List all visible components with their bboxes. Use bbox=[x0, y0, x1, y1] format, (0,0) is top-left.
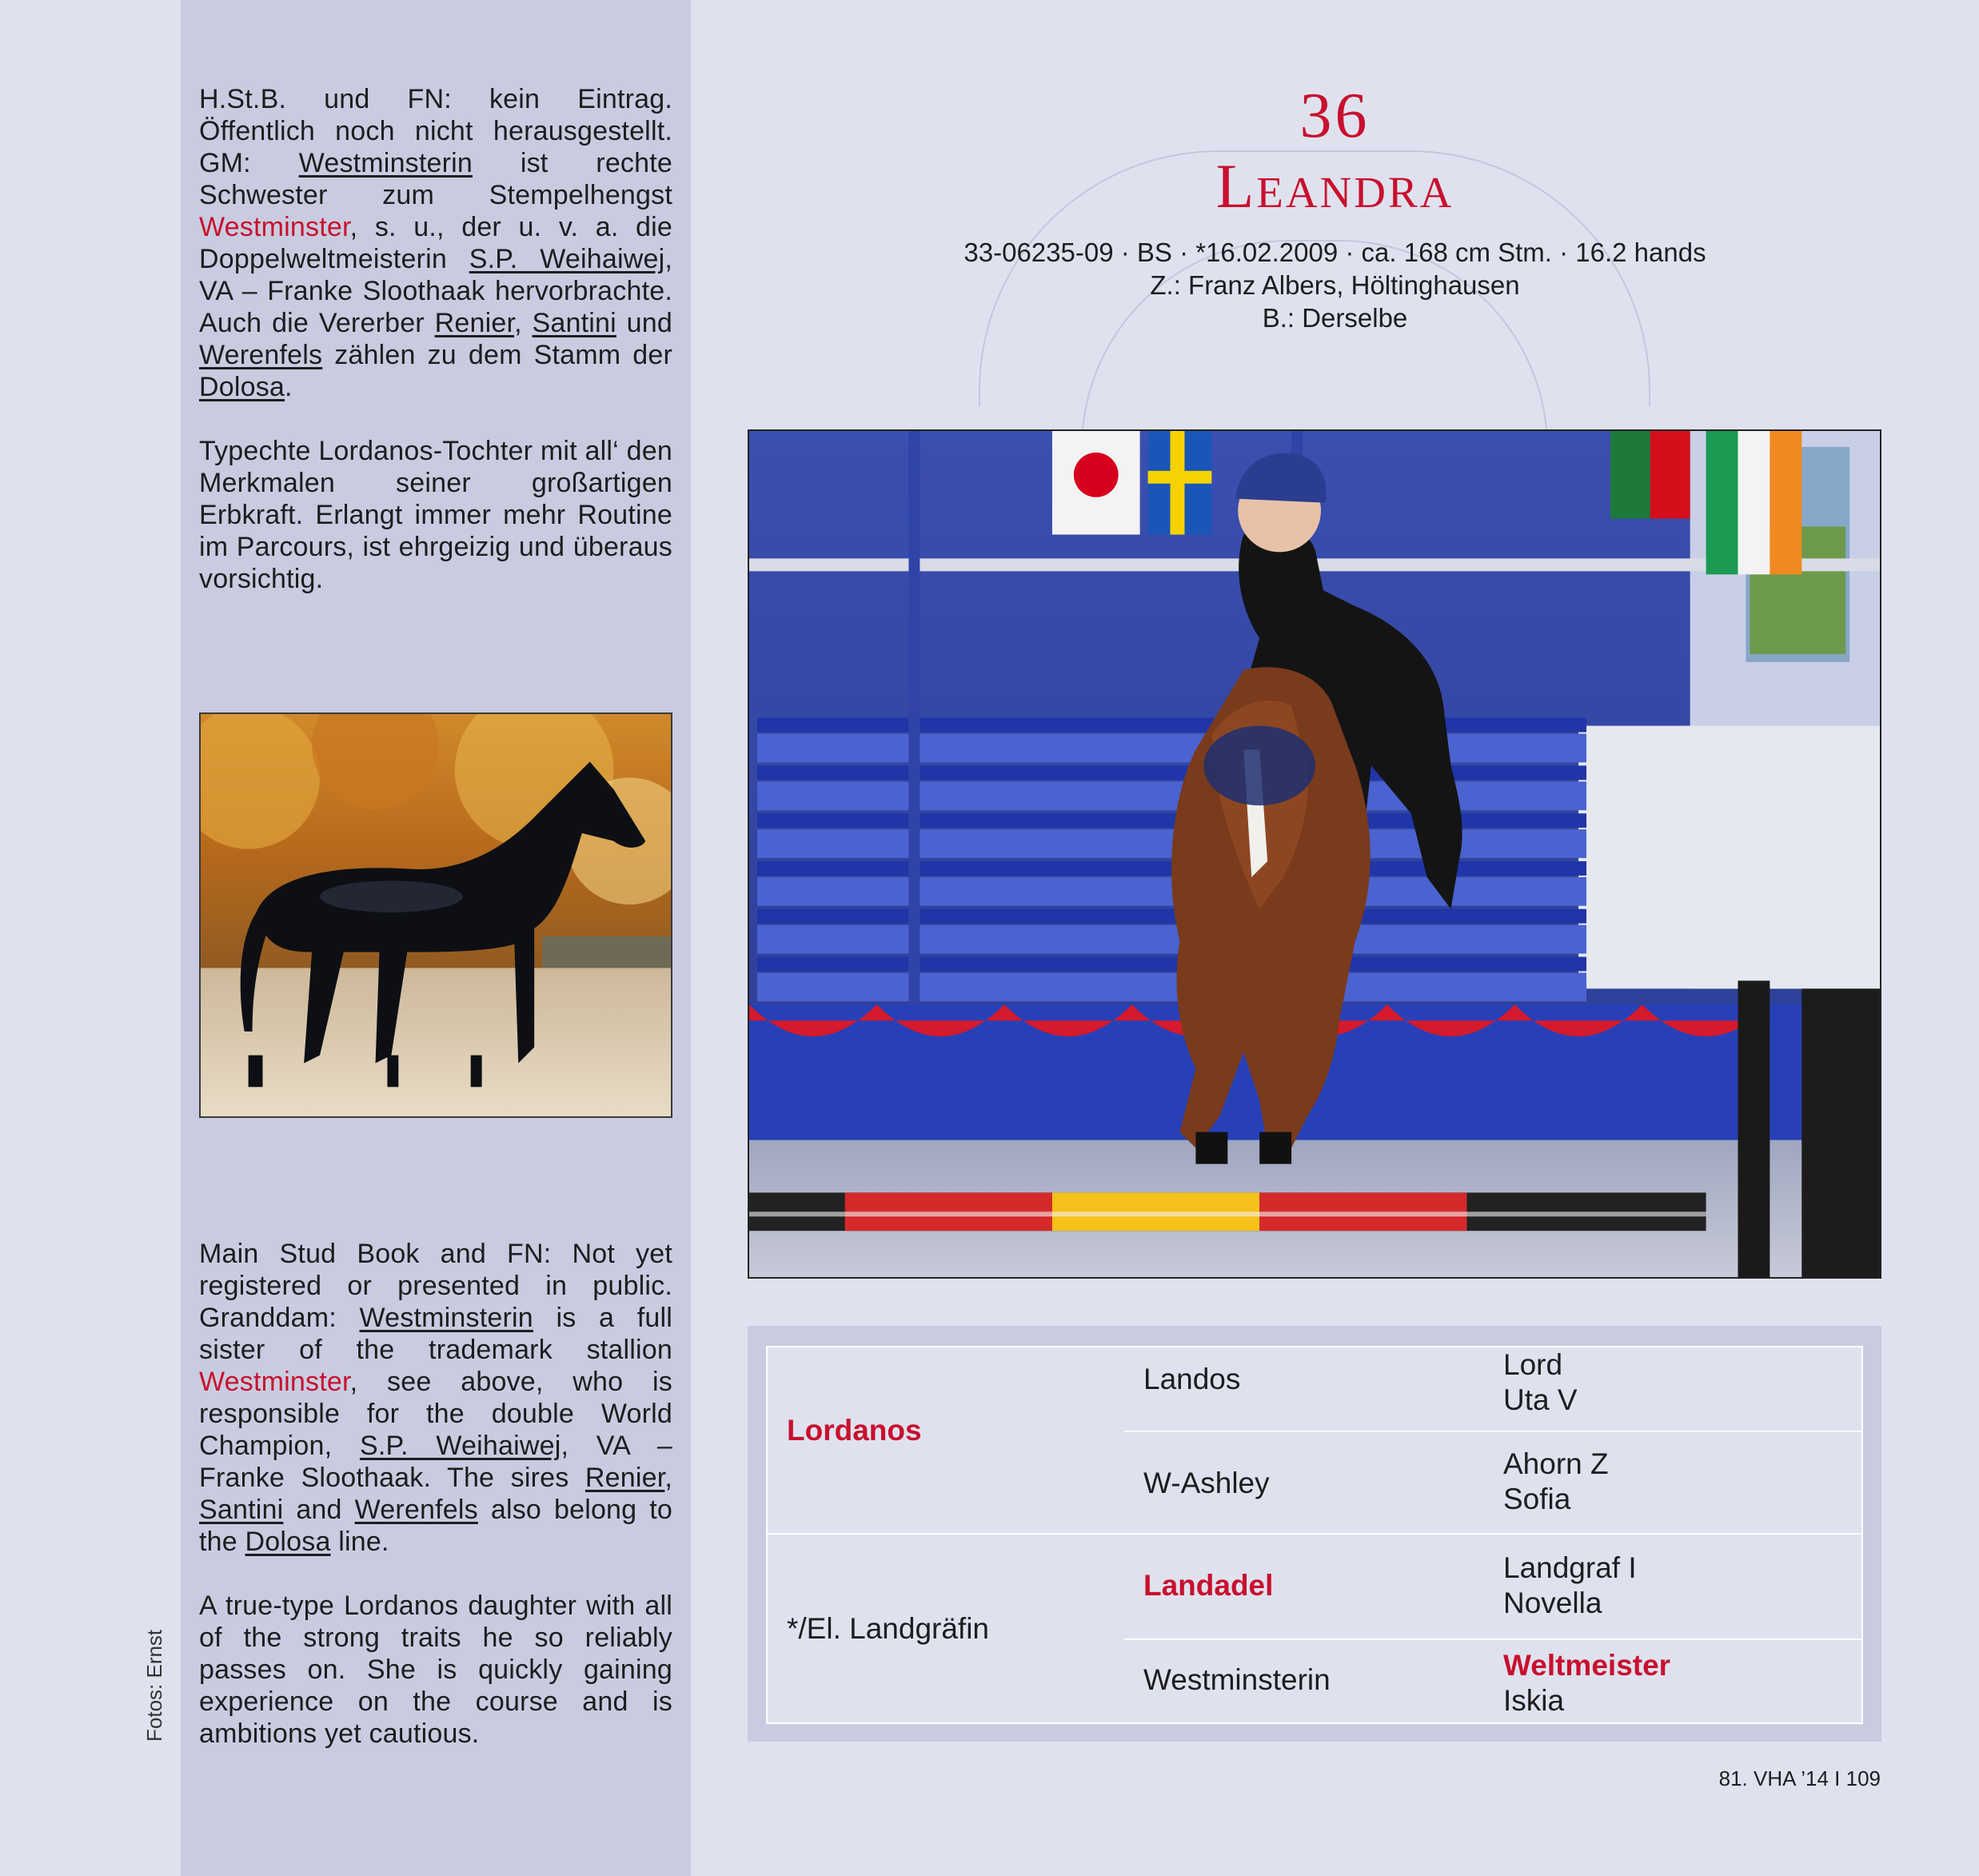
underlined-name: Werenfels bbox=[199, 340, 323, 370]
german-paragraph-2: Typechte Lordanos-Tochter mit all‘ den Merkmalen seiner großartigen Erbkraft. Erlangt immer mehr Routine im Parcours, ist ehrgeizig und überaus vorsichtig. bbox=[199, 436, 672, 594]
pedigree-table bbox=[766, 1346, 1863, 1724]
text-run: zählen zu dem Stamm der bbox=[322, 340, 672, 370]
underlined-name: S.P. Weihaiwej bbox=[469, 244, 665, 274]
breeder: Z.: Franz Albers, Höltinghausen bbox=[1150, 270, 1520, 300]
pedigree-sire-dam: W-Ashley bbox=[1143, 1467, 1270, 1499]
pedigree-sdd: Sofia bbox=[1503, 1483, 1571, 1515]
underlined-name: S.P. Weihaiwej bbox=[359, 1431, 561, 1461]
english-description bbox=[199, 1238, 672, 1750]
text-run: , s. u., der u. v. a. die Doppelweltmeisterin bbox=[199, 212, 672, 274]
lot-number: 36 bbox=[1299, 81, 1371, 151]
pedigree-divider bbox=[1124, 1431, 1863, 1432]
owner: B.: Derselbe bbox=[1262, 303, 1408, 333]
german-description bbox=[199, 83, 672, 595]
text-run: und bbox=[616, 308, 672, 338]
underlined-name: Santini bbox=[199, 1495, 284, 1525]
black-stallion-photo bbox=[199, 712, 672, 1118]
text-run: . bbox=[285, 372, 293, 402]
pedigree-sss: Lord bbox=[1503, 1348, 1563, 1381]
underlined-name: Werenfels bbox=[354, 1495, 478, 1525]
text-run: H.St.B. und FN: kein Eintrag. Öffentlich noch nicht herausgestellt. GM: bbox=[199, 84, 672, 178]
pedigree-divider bbox=[768, 1533, 1863, 1535]
text-run: , VA – Franke Sloothaak. The sires bbox=[199, 1431, 672, 1493]
text-run: Main Stud Book and FN: Not yet registered or presented in public. Granddam: bbox=[199, 1239, 672, 1333]
underlined-name: Renier bbox=[434, 308, 515, 338]
text-run: , bbox=[664, 1463, 672, 1493]
horse-name: Leandra bbox=[1215, 151, 1454, 221]
underlined-name: Dolosa bbox=[199, 372, 285, 402]
pedigree-cell bbox=[1503, 1648, 1670, 1718]
english-paragraph-1 bbox=[199, 1238, 672, 1558]
pedigree-dds: Weltmeister bbox=[1503, 1649, 1671, 1682]
pedigree-dam: */El. Landgräfin bbox=[787, 1612, 990, 1645]
underlined-name: Santini bbox=[532, 308, 616, 338]
text-run: , see above, who is responsible for the double World Champion, bbox=[199, 1367, 672, 1461]
text-run: is a full sister of the trademark stallion bbox=[199, 1303, 673, 1365]
german-paragraph-1 bbox=[199, 83, 672, 403]
text-run: also belong to the bbox=[199, 1495, 672, 1557]
show-jumping-photo bbox=[748, 429, 1881, 1279]
text-run: , VA – Franke Sloothaak hervorbrachte. Auch die Vererber bbox=[199, 244, 672, 338]
english-paragraph-2: A true-type Lordanos daughter with all of the strong traits he so reliably passes on. She is quickly gaining experience on the course and is ambitions yet cautious. bbox=[199, 1591, 672, 1749]
highlighted-name: Westminster bbox=[199, 1367, 350, 1397]
underlined-name: Renier bbox=[585, 1463, 665, 1493]
photo-credit: Fotos: Ernst bbox=[142, 1629, 166, 1742]
text-run: , bbox=[514, 308, 533, 338]
pedigree-sire: Lordanos bbox=[787, 1414, 922, 1447]
page-footer: 81. VHA ’14 I 109 bbox=[1718, 1766, 1881, 1790]
pedigree-cell bbox=[1503, 1551, 1637, 1621]
pedigree-dam-dam: Westminsterin bbox=[1143, 1663, 1331, 1696]
pedigree-sire-sire: Landos bbox=[1143, 1363, 1241, 1395]
text-run: and bbox=[283, 1495, 355, 1525]
jumping-image bbox=[749, 431, 1880, 1277]
pedigree-cell bbox=[1503, 1347, 1578, 1418]
text-run: ist rechte Schwester zum Stempelhengst bbox=[199, 148, 672, 210]
pedigree-cell bbox=[1503, 1447, 1609, 1517]
underlined-name: Westminsterin bbox=[298, 148, 473, 178]
underlined-name: Westminsterin bbox=[359, 1303, 533, 1333]
underlined-name: Dolosa bbox=[245, 1527, 331, 1557]
pedigree-dsd: Novella bbox=[1503, 1587, 1602, 1619]
pedigree-ddd: Iskia bbox=[1503, 1684, 1565, 1717]
text-run: line. bbox=[330, 1527, 389, 1557]
pedigree-dss: Landgraf I bbox=[1503, 1551, 1637, 1584]
highlighted-name: Westminster bbox=[199, 212, 350, 242]
pedigree-dam-sire: Landadel bbox=[1143, 1569, 1274, 1602]
stallion-image bbox=[201, 714, 671, 1116]
pedigree-divider bbox=[1124, 1639, 1863, 1640]
pedigree-sds: Ahorn Z bbox=[1503, 1447, 1609, 1480]
pedigree-ssd: Uta V bbox=[1503, 1383, 1578, 1416]
horse-details: 33-06235-09 · BS · *16.02.2009 · ca. 168 cm Stm. · 16.2 hands bbox=[964, 237, 1706, 267]
